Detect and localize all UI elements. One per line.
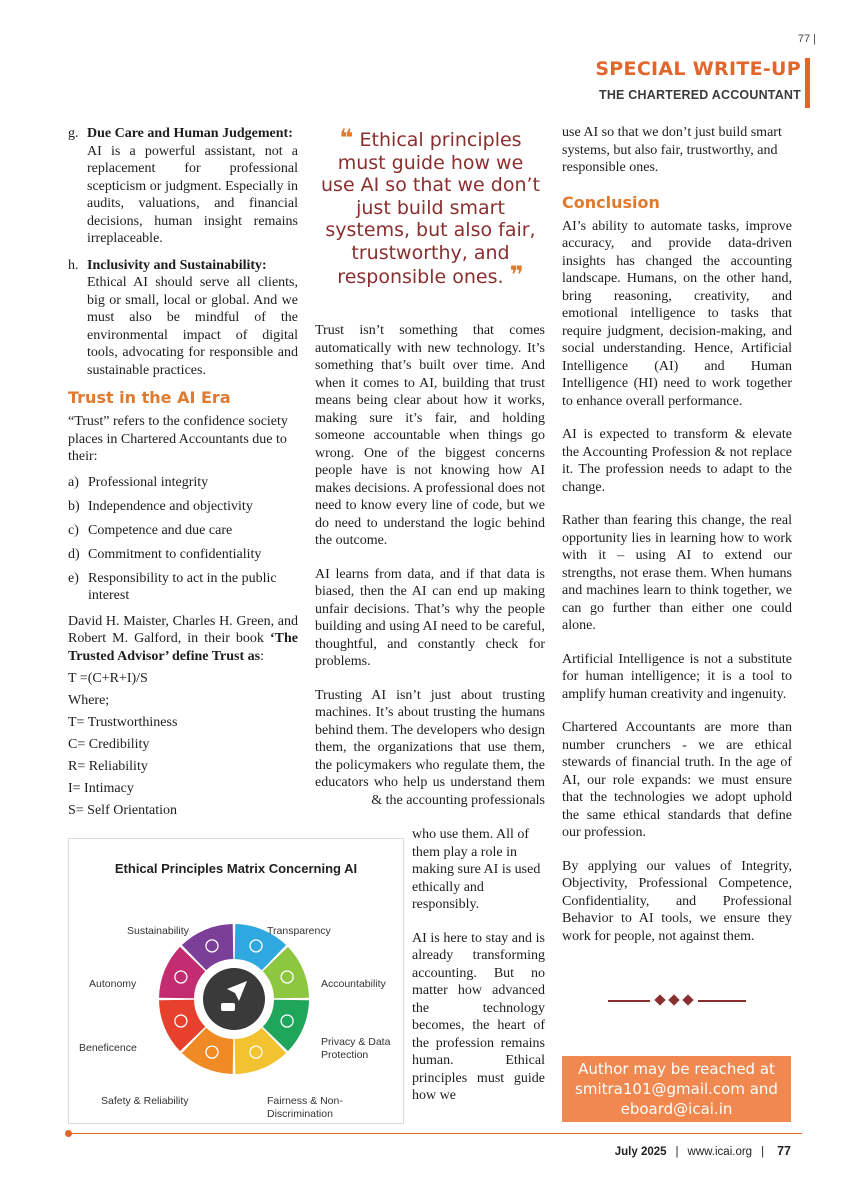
paragraph: AI is here to stay and is already transforming accounting. But no matter how advanced the technology becomes, the heart of the profession remains human. Ethical principles must guide how we (412, 930, 545, 1103)
ornament-line (608, 1000, 650, 1002)
label-safety: Safety & Reliability (101, 1095, 189, 1107)
close-quote-icon: ❞ (509, 261, 524, 289)
paragraph: AI’s ability to automate tasks, improve accuracy, and provide data-driven insights has changed the accounting landscape. Humans, on the other hand, bring reasoning, creativity, and emotional intelligence to tasks that require judgment, decision-making, and social understanding. Hence, Artificial Intelligence (AI) and Human Intelligence (HI) need to work together to enhance overall performance. (562, 218, 792, 409)
paragraph: AI is expected to transform & elevate the Accounting Profession & not replace it. The profession needs to adapt to the change. (562, 427, 792, 495)
list-item-due-care (68, 125, 298, 248)
trust-intro: “Trust” refers to the confidence society places in Chartered Accountants due to their: (68, 414, 288, 464)
page-number-top: 77 | (797, 33, 816, 45)
paragraph: who use them. All of them play a role in making sure AI is used ethically and responsibly. (412, 827, 541, 912)
website-link[interactable]: www.icai.org (687, 1146, 753, 1158)
paragraph: Chartered Accountants are more than number crunchers - we are ethical stewards of financial truth. In the age of AI, our role expands: we must ensure that the technologies we adopt uphold the same ethical standards that define our profession. (562, 720, 792, 840)
open-quote-icon: ❝ (339, 124, 354, 152)
trust-list-item: b) Independence and objectivity (68, 498, 253, 514)
label-sustainability: Sustainability (127, 925, 189, 937)
author-line: Author may be reached at (578, 1060, 775, 1078)
paragraph: Artificial Intelligence is not a substitute for human intelligence; it is a tool to amplify human creativity and ingenuity. (562, 651, 792, 702)
page-number: 77 (777, 1144, 791, 1158)
pull-quote (318, 124, 543, 289)
maister-paragraph: David H. Maister, Charles H. Green, and Robert M. Galford, in their book ‘The Trusted Advisor’ define Trust as: (68, 613, 298, 664)
definition-line: C= Credibility (68, 737, 150, 752)
paragraph: By applying our values of Integrity, Objectivity, Professional Competence, Confidentiality, and Professional Behavior to AI tools, we ensure they work for people, not against them. (562, 858, 792, 944)
author-email: eboard@icai.in (620, 1100, 733, 1118)
label-beneficence: Beneficence (79, 1042, 137, 1054)
footer: July 2025 | www.icai.org | 77 (614, 1144, 791, 1158)
ornament-line (698, 1000, 746, 1002)
diamond-icon (682, 994, 693, 1005)
column-middle (315, 322, 545, 825)
ai-center-icon (203, 968, 265, 1030)
author-contact-box (562, 1056, 791, 1122)
footer-dot (65, 1130, 72, 1137)
list-marker: g. (68, 126, 79, 141)
trust-formula: T =(C+R+I)/S (68, 671, 148, 686)
issue-date: July 2025 (614, 1146, 667, 1158)
definition-line: R= Reliability (68, 759, 148, 774)
trust-list-item: e) Responsibility to act in the public interest (68, 570, 277, 603)
publication-name: THE CHARTERED ACCOUNTANT (598, 88, 801, 102)
list-item-title: Due Care and Human Judgement: (87, 126, 293, 141)
definition-line: I= Intimacy (68, 781, 134, 796)
trust-list-item: a) Professional integrity (68, 474, 209, 490)
heading-trust: Trust in the AI Era (68, 388, 231, 407)
label-fairness: Fairness & Non- (267, 1095, 343, 1107)
definition-line: T= Trustworthiness (68, 715, 178, 730)
label-privacy: Privacy & Data (321, 1036, 391, 1048)
heading-conclusion: Conclusion (562, 192, 660, 212)
label-autonomy: Autonomy (89, 978, 137, 990)
definition-line: S= Self Orientation (68, 803, 177, 818)
header-accent-bar (805, 58, 810, 108)
pull-quote-text: Ethical principles must guide how we use AI so that we don’t just build smart systems, but also fair, trustworthy, and responsible ones. (321, 129, 540, 288)
list-item-text: AI is a powerful assistant, not a replacement for professional scepticism or judgment. Especially in audits, valuations, and financial decisions, human insight remains irreplaceable. (87, 143, 298, 246)
footer-rule (68, 1133, 802, 1134)
column-left (68, 125, 298, 824)
label-transparency: Transparency (267, 925, 331, 937)
list-item-inclusivity (68, 257, 298, 380)
label-privacy-2: Protection (321, 1049, 369, 1061)
paragraph: Rather than fearing this change, the real opportunity lies in learning how to work with it – using AI to extend our strengths, not erase them. When humans and machines learn to think together, we can go further than either one could alone. (562, 513, 792, 633)
principles-wheel-diagram (69, 839, 403, 1123)
list-item-text: Ethical AI should serve all clients, big or small, local or global. And we must also be mindful of the environmental impact of digital tools, advocating for responsible and sustainable practices. (87, 275, 298, 378)
paragraph: AI learns from data, and if that data is biased, then the AI can end up making unfair decisions. That’s why the people building and using AI need to be careful, thoughtful, and constantly check for problems. (315, 566, 545, 669)
book-title: ‘The Trusted Advisor’ define Trust as (68, 631, 298, 664)
diamond-icon (668, 994, 679, 1005)
author-email: smitra101@gmail.com and (575, 1080, 778, 1098)
trust-list-item: d) Commitment to confidentiality (68, 546, 262, 562)
section-end-ornament (608, 994, 748, 1008)
where-label: Where; (68, 693, 110, 708)
paragraph: use AI so that we don’t just build smart systems, but also fair, trustworthy, and responsible ones. (562, 125, 782, 175)
list-item-title: Inclusivity and Sustainability: (87, 257, 267, 273)
label-accountability: Accountability (321, 978, 386, 990)
column-middle-continued (412, 826, 545, 1121)
ethical-principles-figure (68, 838, 404, 1124)
column-right (562, 124, 792, 961)
figure-title: Ethical Principles Matrix Concerning AI (114, 861, 358, 876)
trust-list-item: c) Competence and due care (68, 522, 233, 538)
paragraph: Trust isn’t something that comes automatically with new technology. It’s something that’s built over time. And when it comes to AI, building that trust means being clear about how it works, making sure it’s fair, and holding someone accountable when things go wrong. One of the biggest concerns people have is not knowing how AI makes decisions. A professional does not need to know every line of code, but we do need to understand the logic behind the outcome. (315, 323, 545, 548)
robot-icon (221, 1003, 235, 1011)
diamond-icon (654, 994, 665, 1005)
list-marker: h. (68, 257, 79, 273)
paragraph: Trusting AI isn’t just about trusting machines. It’s about trusting the humans behind them. The developers who design them, the organizations that use them, the policymakers who regulate them, the educators who help us understand them & the accounting professionals (315, 687, 545, 808)
label-fairness-2: Discrimination (267, 1108, 333, 1120)
section-title: SPECIAL WRITE-UP (595, 58, 801, 80)
